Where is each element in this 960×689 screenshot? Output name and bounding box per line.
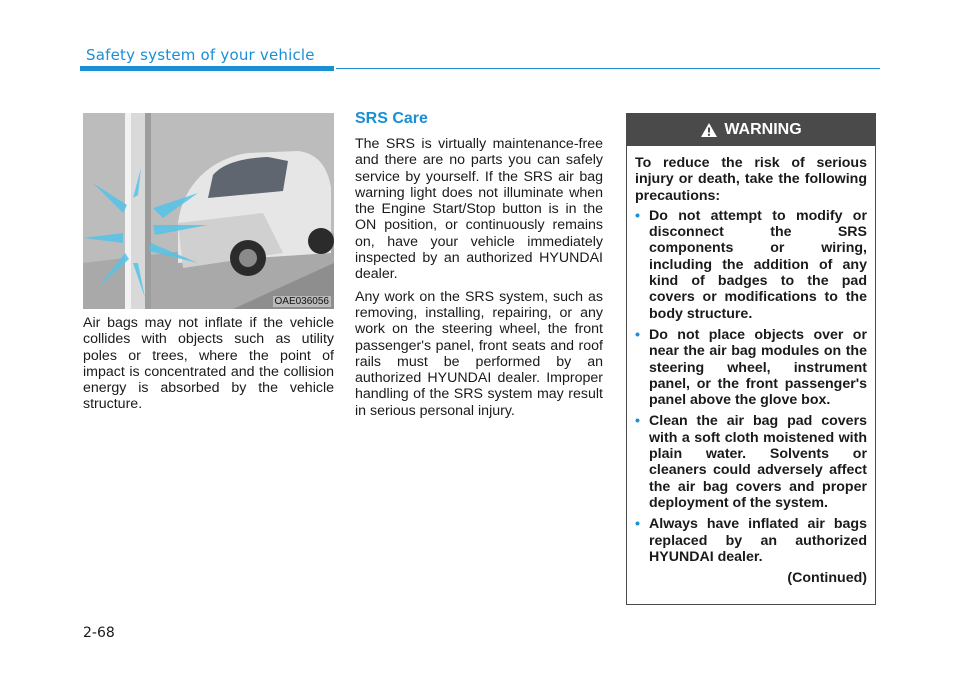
figure-code-label: OAE036056: [274, 296, 329, 307]
warning-box: [626, 113, 876, 605]
header-rule-thick: [80, 66, 334, 71]
figure-caption-text: Air bags may not inflate if the vehicle collides with objects such as utility poles or trees, where the point of impact is concentrated and the collision energy is absorbed by the vehicle structure.: [83, 315, 334, 413]
bullet-icon: •: [635, 326, 640, 343]
warning-heading: WARNING: [724, 121, 802, 138]
bullet-icon: •: [635, 516, 640, 533]
warning-list-item: • Do not place objects over or near the air bag modules on the steering wheel, instrument panel, or the front passenger's panel above the glove box.: [635, 326, 867, 409]
figure-caption: [83, 315, 334, 413]
warning-intro: To reduce the risk of serious injury or death, take the following precautions:: [635, 155, 867, 204]
section-header-title: Safety system of your vehicle: [86, 46, 315, 64]
warning-list-item: • Always have inflated air bags replaced by an authorized HYUNDAI dealer.: [635, 516, 867, 565]
continued-label: (Continued): [787, 570, 867, 587]
bullet-icon: •: [635, 413, 640, 430]
section-paragraph: Any work on the SRS system, such as removing, installing, repairing, or any work on the steering wheel, the front passenger's panel, front seats and roof rails must be performed by an authorized HYUNDAI dealer. Improper handling of the SRS system may result in serious personal injury.: [355, 288, 603, 419]
warning-body: [627, 146, 875, 586]
section-title: SRS Care: [355, 110, 428, 127]
bullet-icon: •: [635, 207, 640, 224]
section-paragraph: The SRS is virtually maintenance-free and there are no parts you can safely service by yourself. If the SRS air bag warning light does not illuminate when the Engine Start/Stop button is in the ON position, or continuously remains on, have your vehicle immediately inspected by an authorized HYUNDAI dealer.: [355, 136, 603, 283]
warning-triangle-icon: [700, 122, 718, 138]
page-number: 2-68: [83, 625, 115, 641]
car-pole-collision-illustration: [83, 113, 334, 309]
warning-list-item: • Do not attempt to modify or disconnect the SRS components or wiring, including the addition of any kind of badges to the pad covers or modifications to the body structure.: [635, 207, 867, 322]
warning-list-item: • Clean the air bag pad covers with a soft cloth moistened with plain water. Solvents or cleaners could adversely affect the air bag covers and proper deployment of the system.: [635, 413, 867, 511]
section-body: [355, 136, 603, 425]
header-rule-thin: [336, 68, 880, 69]
warning-list: [635, 208, 867, 565]
collision-figure: [83, 113, 334, 309]
warning-header: [627, 114, 875, 146]
